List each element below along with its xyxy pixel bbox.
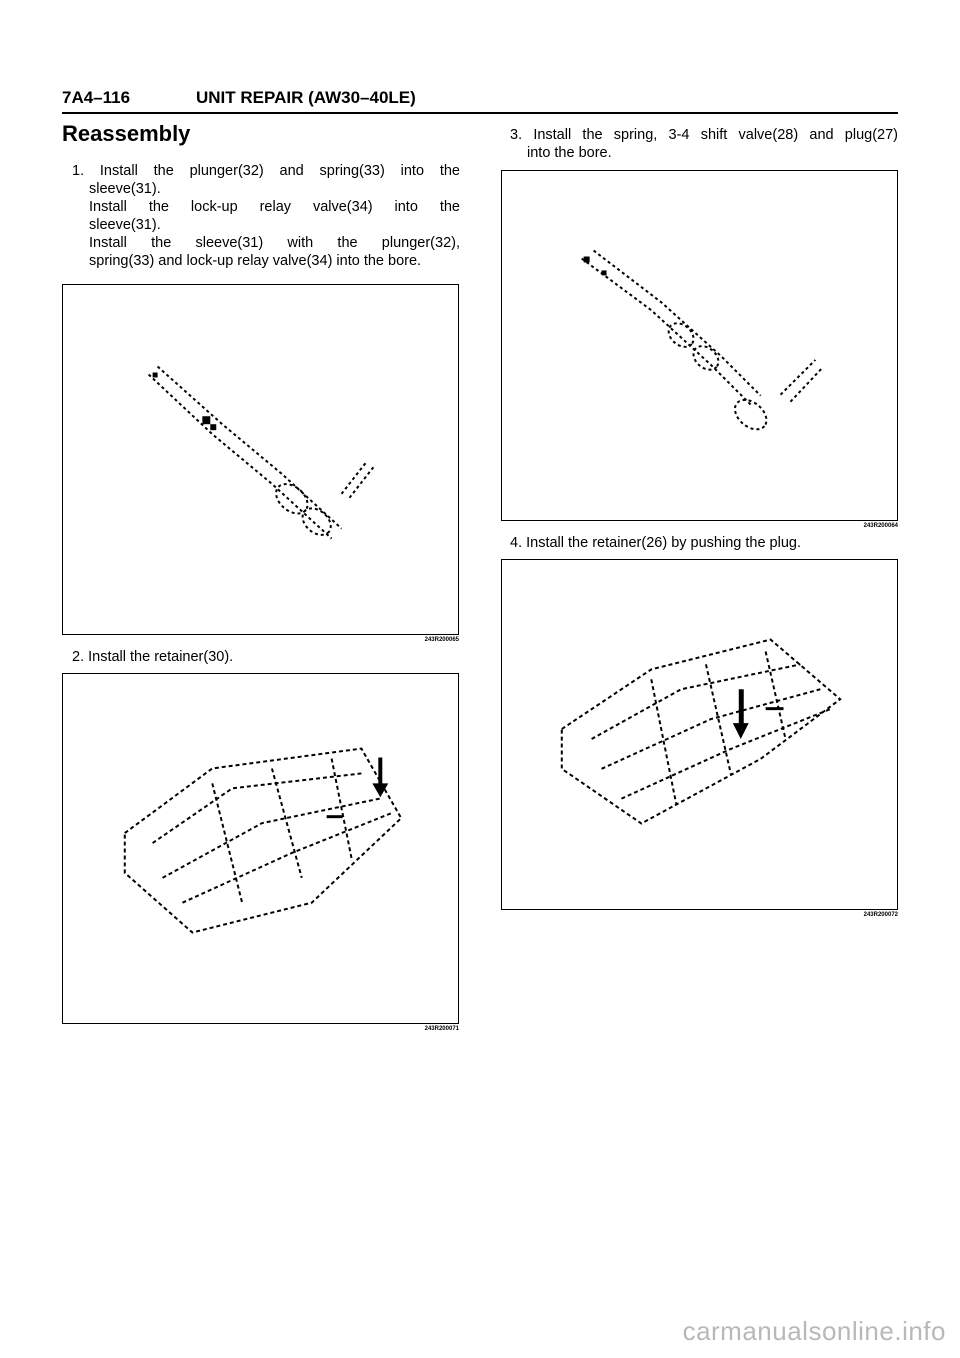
page-code: 7A4–116 <box>62 88 131 107</box>
step-line: spring(33) and lock-up relay valve(34) into the bore. <box>89 253 422 269</box>
figure-4-illustration <box>501 559 898 910</box>
step-line: 1. Install the plunger(32) and spring(33) into the <box>72 163 460 179</box>
valve-body-illustration <box>63 674 458 1023</box>
figure-4-code: 243R200072 <box>863 912 898 918</box>
figure-3-code: 243R200064 <box>863 523 898 529</box>
step-line: sleeve(31). <box>89 217 161 233</box>
figure-2-code: 243R200071 <box>424 1026 459 1032</box>
valve-parts-illustration <box>63 285 458 634</box>
figure-2-illustration <box>62 673 459 1024</box>
step-line: into the bore. <box>527 145 612 161</box>
step-line: 4. Install the retainer(26) by pushing the plug. <box>510 535 801 551</box>
step-line: Install the sleeve(31) with the plunger(32), <box>89 235 460 251</box>
figure-3-illustration <box>501 170 898 521</box>
step-3 <box>510 126 898 162</box>
step-4 <box>510 534 898 552</box>
step-line: 3. Install the spring, 3-4 shift valve(28) and plug(27) <box>510 127 898 143</box>
step-line: sleeve(31). <box>89 181 161 197</box>
page-title: UNIT REPAIR (AW30–40LE) <box>196 88 416 107</box>
shift-valve-parts-illustration <box>502 171 897 520</box>
valve-body-illustration <box>502 560 897 909</box>
figure-1-illustration <box>62 284 459 635</box>
section-title: Reassembly <box>62 121 191 146</box>
step-2 <box>72 648 460 666</box>
step-line: 2. Install the retainer(30). <box>72 649 234 665</box>
header-rule <box>62 112 898 114</box>
figure-1-code: 243R200065 <box>424 637 459 643</box>
step-line: Install the lock-up relay valve(34) into the <box>89 199 460 215</box>
watermark-text: carmanualsonline.info <box>682 1316 946 1346</box>
step-1 <box>72 162 460 270</box>
